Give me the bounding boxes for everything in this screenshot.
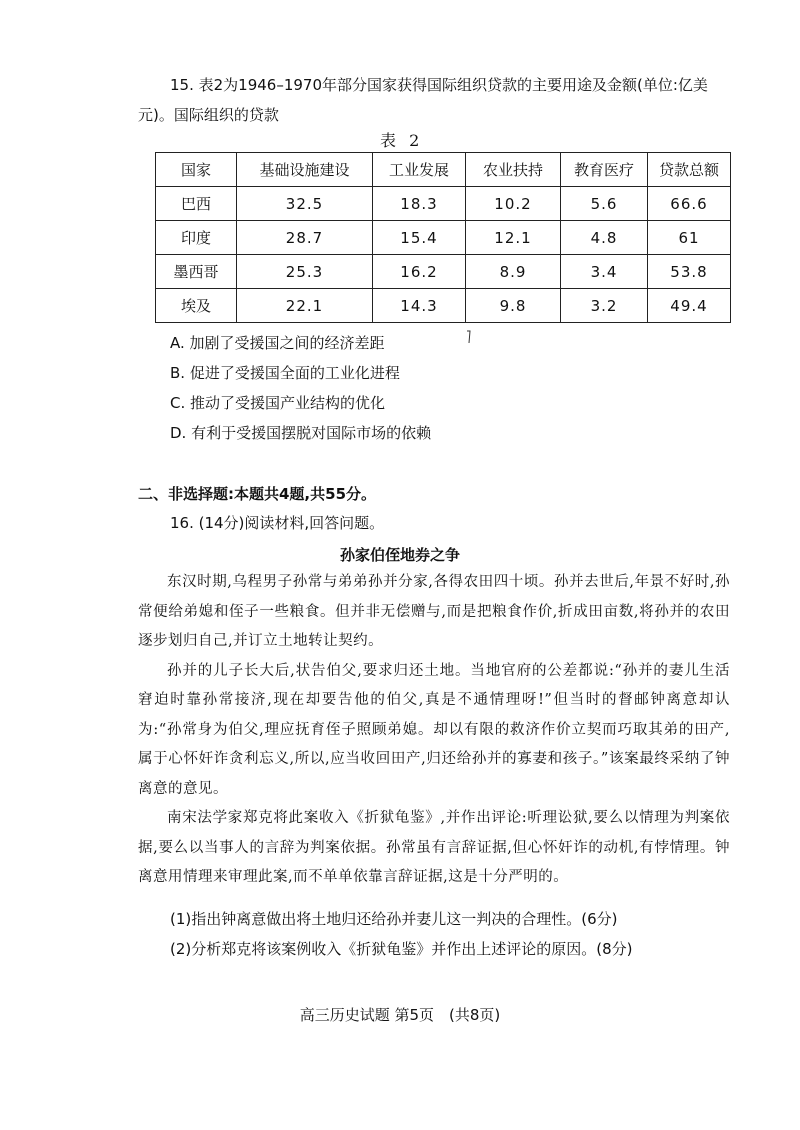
table-cell: 12.1 (466, 221, 561, 255)
table-row (156, 289, 731, 323)
table-cell: 53.8 (648, 255, 731, 289)
table-cell: 8.9 (466, 255, 561, 289)
option-b: B. 促进了受援国全面的工业化进程 (170, 364, 400, 382)
table-cell-country: 印度 (156, 221, 237, 255)
question-15-options (170, 328, 431, 448)
material-title: 孙家伯侄地券之争 (339, 546, 460, 564)
material-paragraph: 南宋法学家郑克将此案收入《折狱龟鉴》,并作出评论:听理讼狱,要么以情理为判案依据,要么以当事人的言辞为判案依据。孙常虽有言辞证据,但心怀奸诈的动机,有悖情理。钟离意用情理来审理此案,而不单单依靠言辞证据,这是十分严明的。 (138, 810, 730, 885)
table-cell: 16.2 (373, 255, 466, 289)
table-cell: 49.4 (648, 289, 731, 323)
section-heading: 二、非选择题:本题共4题,共55分。 (138, 485, 377, 503)
table-cell: 25.3 (237, 255, 373, 289)
option-a: A. 加剧了受援国之间的经济差距 (170, 334, 385, 352)
table-cell: 28.7 (237, 221, 373, 255)
question-16-head: 16. (14分)阅读材料,回答问题。 (170, 514, 385, 532)
loan-table (155, 152, 731, 323)
option-c: C. 推动了受援国产业结构的优化 (170, 394, 386, 412)
table-cell: 22.1 (237, 289, 373, 323)
table-cell: 10.2 (466, 187, 561, 221)
table-cell-country: 巴西 (156, 187, 237, 221)
table-cell: 66.6 (648, 187, 731, 221)
pen-mark (466, 330, 472, 344)
table-cell-country: 墨西哥 (156, 255, 237, 289)
table-header-cell: 贷款总额 (648, 153, 731, 187)
table-cell: 14.3 (373, 289, 466, 323)
sub-questions (170, 904, 633, 964)
table-cell: 4.8 (561, 221, 648, 255)
table-header-cell: 工业发展 (373, 153, 466, 187)
table-cell: 32.5 (237, 187, 373, 221)
table-cell-country: 埃及 (156, 289, 237, 323)
sub-question-2: (2)分析郑克将该案例收入《折狱龟鉴》并作出上述评论的原因。(8分) (170, 940, 633, 958)
table-cell: 61 (648, 221, 731, 255)
table-header-cell: 教育医疗 (561, 153, 648, 187)
page-footer: 高三历史试题 第5页 (共8页) (299, 1006, 501, 1024)
table-header-cell: 基础设施建设 (237, 153, 373, 187)
material-text (138, 568, 730, 893)
option-d: D. 有利于受援国摆脱对国际市场的依赖 (170, 424, 432, 442)
table-cell: 3.2 (561, 289, 648, 323)
table-caption: 表 2 (380, 131, 424, 150)
material-paragraph: 孙并的儿子长大后,状告伯父,要求归还土地。当地官府的公差都说:“孙并的妻儿生活窘迫时靠孙常接济,现在却要告他的伯父,真是不通情理呀!”但当时的督邮钟离意却认为:“孙常身为伯父,理应抚育侄子照顾弟媳。却以有限的救济作价立契而巧取其弟的田产,属于心怀奸诈贪利忘义,所以,应当收回田产,归还给孙并的寡妻和孩子。”该案最终采纳了钟离意的意见。 (138, 662, 730, 797)
table-header-row (156, 153, 731, 187)
table-cell: 15.4 (373, 221, 466, 255)
table-row (156, 255, 731, 289)
table-cell: 9.8 (466, 289, 561, 323)
table-header-cell: 国家 (156, 153, 237, 187)
question-15-stem: 15. 表2为1946–1970年部分国家获得国际组织贷款的主要用途及金额(单位:亿美元)。国际组织的贷款 (138, 76, 708, 124)
table-cell: 18.3 (373, 187, 466, 221)
table-row (156, 187, 731, 221)
material-paragraph: 东汉时期,乌程男子孙常与弟弟孙并分家,各得农田四十顷。孙并去世后,年景不好时,孙常便给弟媳和侄子一些粮食。但并非无偿赠与,而是把粮食作价,折成田亩数,将孙并的农田逐步划归自己,并订立土地转让契约。 (138, 574, 730, 649)
sub-question-1: (1)指出钟离意做出将土地归还给孙并妻儿这一判决的合理性。(6分) (170, 910, 618, 928)
table-cell: 3.4 (561, 255, 648, 289)
table-cell: 5.6 (561, 187, 648, 221)
table-header-cell: 农业扶持 (466, 153, 561, 187)
table-row (156, 221, 731, 255)
